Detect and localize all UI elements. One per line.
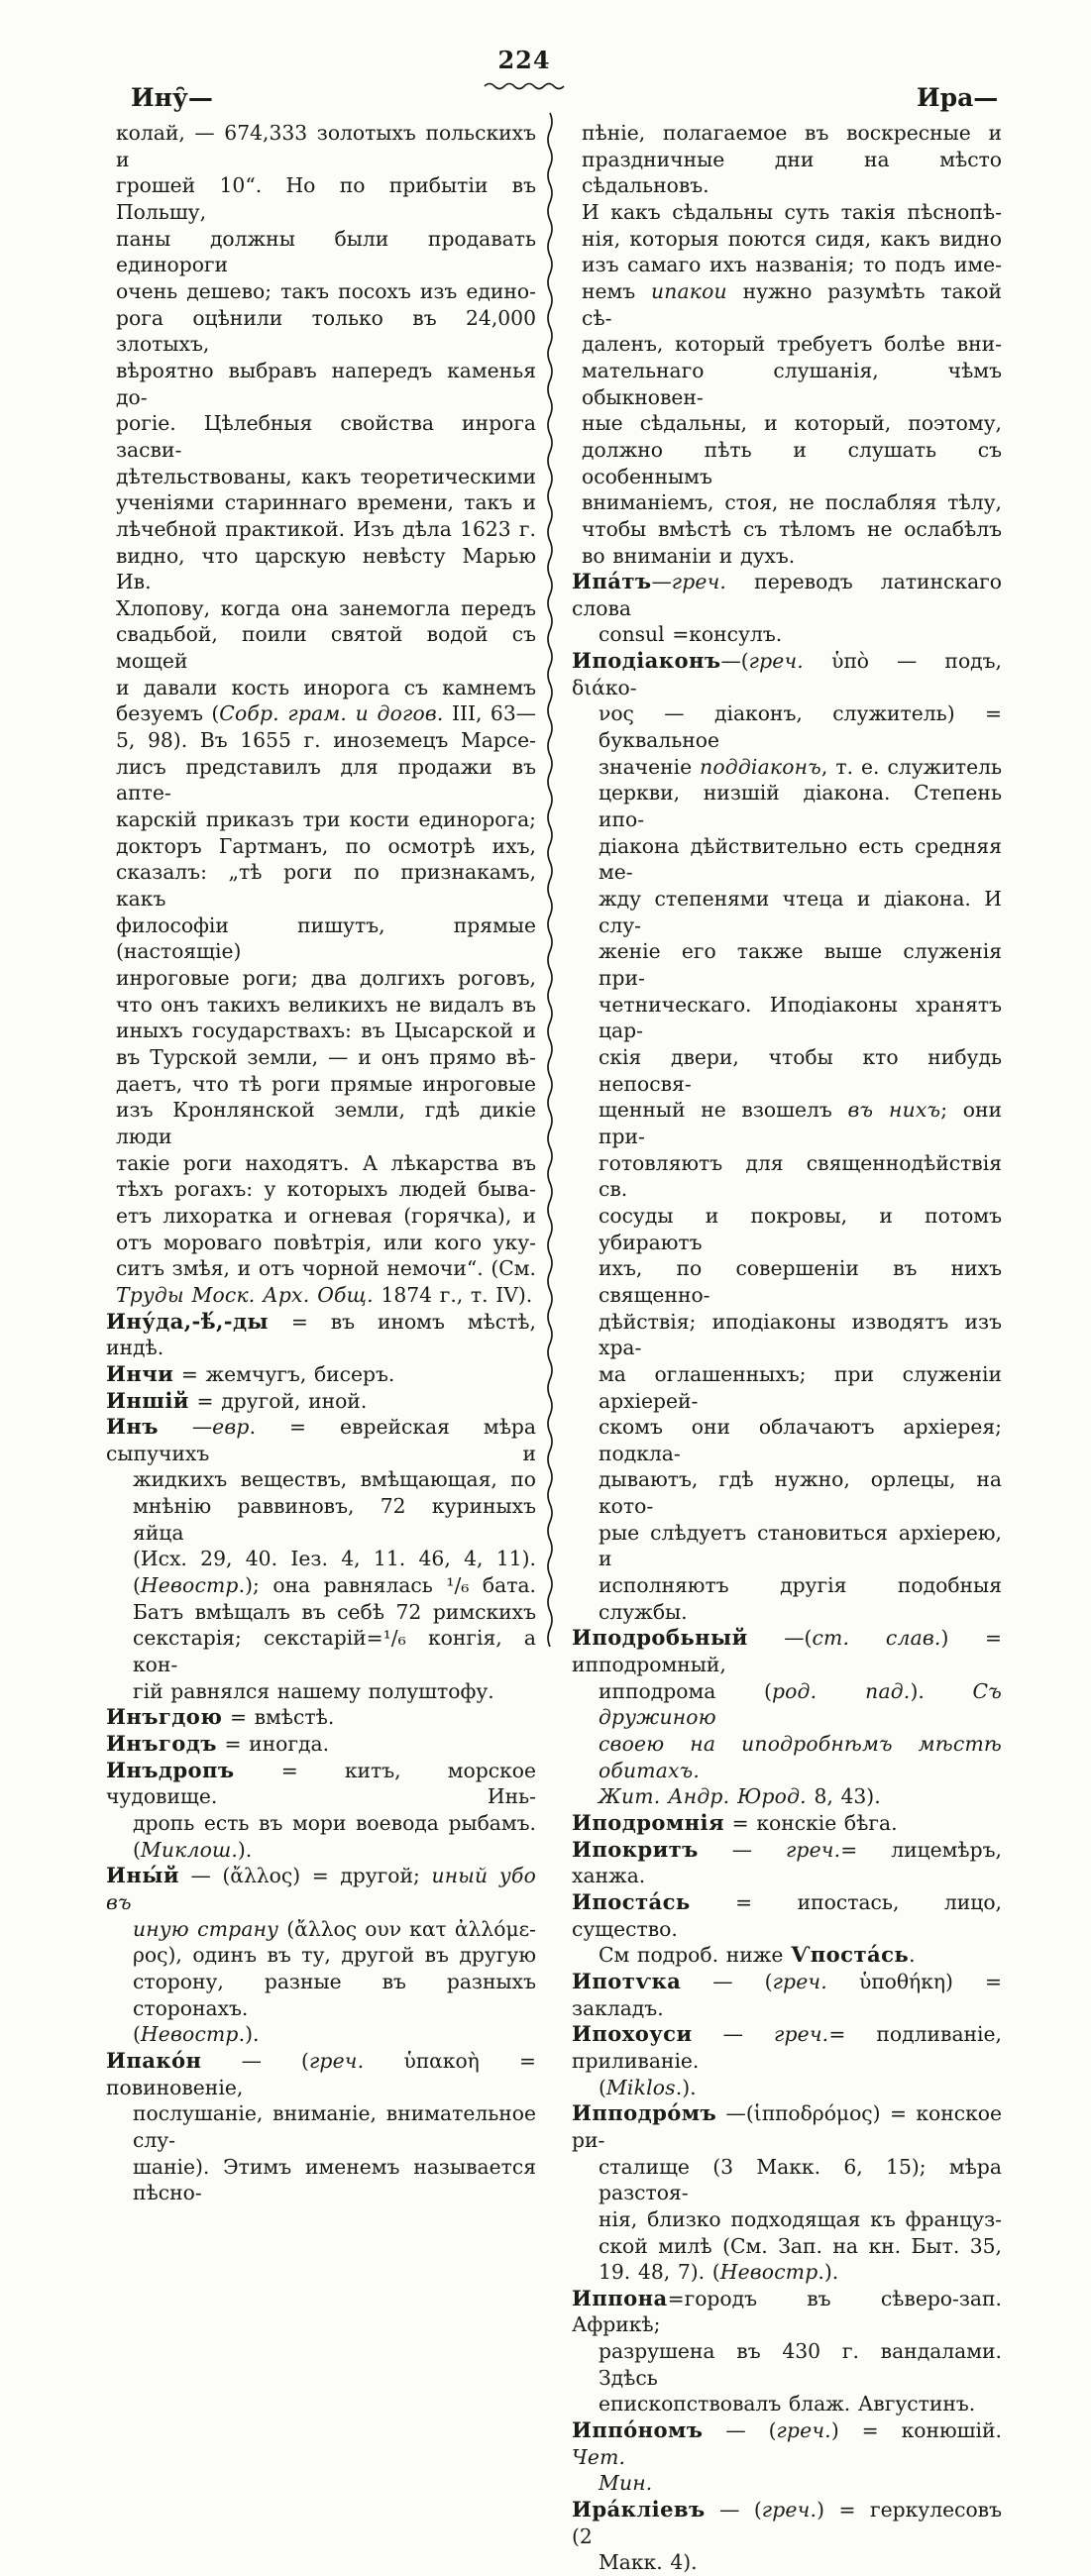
text-line: вниманіемъ, стоя, не послабляя тѣлу, (582, 490, 1002, 515)
text-line: См подроб. ниже Ѵпоста́сь. (599, 1942, 916, 1968)
text-line: ρος), одинъ въ ту, другой въ другую (133, 1943, 536, 1968)
text-line: скомъ они облачаютъ архіерея; подкла- (599, 1415, 1002, 1465)
text-line: изъ самаго ихъ названія; то подъ име- (582, 253, 1002, 277)
entry-headword: Ипотѵка (572, 1968, 682, 1993)
text-line: нія, близко подходящая къ француз- (599, 2206, 1002, 2231)
text-line: ма оглашенныхъ; при служеніи архіерей- (599, 1361, 1002, 1413)
text-line: Ипподро́мъ —(ἱπποδρόμος) = конское ри- (572, 2100, 1002, 2152)
text-line: (Невостр.). (133, 2022, 260, 2047)
continuation-paragraph (572, 120, 1002, 569)
text-line: дропь есть въ мори воевода рыбамъ. (133, 1811, 536, 1835)
text-line: колай, — 674,333 золотыхъ польскихъ и (116, 121, 536, 171)
text-line: во вниманіи и духъ. (582, 543, 796, 568)
running-head-left: Ину̑— (131, 83, 213, 112)
text-line: разрушена въ 430 г. вандалами. Здѣсь (599, 2339, 1002, 2390)
text-line: consul =консулъ. (599, 622, 783, 647)
text-line: иныхъ государствахъ: въ Цысарской и (116, 1019, 536, 1043)
text-line: въ Турской земли, — и онъ прямо вѣ- (116, 1044, 536, 1069)
text-line: Труды Моск. Арх. Общ. 1874 г., т. IV). (116, 1282, 533, 1307)
text-line: ипподрома (род. пад.). Съ дружиною (599, 1678, 1002, 1730)
entry-headword: Ипако́н (106, 2047, 202, 2073)
running-head-right: Ира— (917, 83, 999, 112)
text-line: сторону, разные въ разныхъ сторонахъ. (133, 1969, 536, 2020)
text-line: что онъ такихъ великихъ не видалъ въ (116, 992, 536, 1017)
text-line: чтобы вмѣстѣ съ тѣломъ не ослабѣлъ (582, 516, 1002, 541)
text-line: праздничные дни на мѣсто сѣдальновъ. (582, 147, 1002, 198)
text-line: рога оцѣнили только въ 24,000 злотыхъ, (116, 305, 536, 357)
entry-headword: Иншій (106, 1387, 189, 1413)
text-line: значеніе поддіаконъ, т. е. служитель (599, 754, 1002, 779)
text-line: Иншій = другой, иной. (106, 1387, 368, 1413)
text-line: свадьбой, поили святой водой съ мощей (116, 622, 536, 674)
text-line: Ины́й — (ἄλλος) = другой; иный убо въ (106, 1863, 536, 1914)
page-number: 224 (497, 46, 551, 74)
continuation-paragraph (106, 120, 536, 1309)
text-line: церкви, низшій діакона. Степень ипо- (599, 781, 1002, 832)
text-line: гій равнялся нашему полуштофу. (133, 1678, 494, 1703)
text-line: инроговые роги; два долгихъ роговъ, (116, 966, 536, 990)
text-line: паны должны были продавать единороги (116, 226, 536, 277)
text-line: И какъ сѣдальны суть такія пѣснопѣ- (582, 199, 1002, 224)
dictionary-entry (106, 2048, 536, 2206)
text-line: νος — діаконъ, служитель) = буквальное (599, 701, 1002, 753)
text-line: Инъдропъ = китъ, морское чудовище. Инь- (106, 1757, 536, 1809)
text-line: (Miklos.). (599, 2075, 697, 2099)
text-line: Ипотѵка — (греч. ὑποθήκη) = закладъ. (572, 1968, 1002, 2020)
dictionary-entry (572, 2021, 1002, 2100)
text-line: Инъгдою = вмѣстѣ. (106, 1704, 335, 1730)
dictionary-entry (572, 2497, 1002, 2576)
text-line: Иподіаконъ—(греч. ὑπὸ — подъ, διάκο- (572, 648, 1002, 699)
text-line: дываютъ, гдѣ нужно, орлецы, на кото- (599, 1467, 1002, 1519)
text-line: лѣчебной практикой. Изъ дѣла 1623 г. (116, 516, 536, 541)
text-line: Ипоста́сь = ипостась, лицо, существо. (572, 1888, 1002, 1941)
text-line: ученіями стариннаго времени, такъ и (116, 490, 536, 515)
text-line: дѣйствія; иподіаконы изводятъ изъ хра- (599, 1309, 1002, 1360)
dictionary-entry (572, 1837, 1002, 1889)
text-line: послушаніе, вниманіе, внимательное слу- (133, 2101, 536, 2152)
text-line: ситъ змѣя, и отъ чорной немочи“. (См. (116, 1256, 536, 1281)
entry-headword: Ипподро́мъ (572, 2100, 717, 2126)
dictionary-entry (106, 1309, 536, 1361)
column-divider (543, 111, 557, 1647)
right-column (572, 120, 1002, 2576)
dictionary-entry (106, 1731, 536, 1758)
text-line: ихъ, по совершеніи въ нихъ священно- (599, 1256, 1002, 1307)
text-line: Ину́да,-ѣ́,-ды = въ иномъ мѣстѣ, индѣ. (106, 1308, 536, 1360)
text-line: Иппо́номъ — (греч.) = конюшій. Чет. (572, 2417, 1002, 2469)
dictionary-entry (106, 1704, 536, 1731)
text-line: (Невостр.); она равнялась ¹/₆ бата. (133, 1573, 536, 1598)
text-line: 19. 48, 7). (Невостр.). (599, 2260, 839, 2285)
text-line: такіе роги находятъ. А лѣкарства въ (116, 1150, 536, 1175)
text-line: Батъ вмѣщалъ въ себѣ 72 римскихъ (133, 1599, 536, 1624)
page-number-squiggle-icon (483, 81, 566, 91)
entry-headword: Ипохоуси (572, 2021, 693, 2047)
text-line: Жит. Андр. Юрод. 8, 43). (599, 1784, 881, 1809)
text-line: Хлопову, когда она занемогла передъ (116, 595, 536, 620)
dictionary-entry (572, 569, 1002, 648)
entry-headword: Иподромнія (572, 1810, 725, 1835)
text-line: изъ Кронлянской земли, гдѣ дикіе люди (116, 1098, 536, 1148)
text-line: жидкихъ веществъ, вмѣщающая, по (133, 1467, 536, 1492)
text-line: рые слѣдуетъ становиться архіерею, и (599, 1520, 1002, 1571)
text-line: мательнаго слушанія, чѣмъ обыкновен- (582, 358, 1002, 409)
dictionary-entry (106, 1863, 536, 2048)
entry-headword: Инчи (106, 1360, 174, 1386)
text-line: секстарія; секстарій=¹/₆ конгія, а кон- (133, 1626, 536, 1677)
text-line: очень дешево; такъ посохъ изъ едино- (116, 278, 536, 303)
dictionary-entry (106, 1361, 536, 1388)
text-line: Ира́кліевъ — (греч.) = геркулесовъ (2 (572, 2497, 1002, 2548)
text-line: лисъ представилъ для продажи въ апте- (116, 754, 536, 805)
dictionary-entry (572, 1625, 1002, 1810)
entry-headword: Ины́й (106, 1863, 179, 1888)
entry-headword: Инъдропъ (106, 1757, 235, 1782)
text-line: 5, 98). Въ 1655 г. иноземецъ Марсе- (116, 728, 536, 753)
text-line: скія двери, чтобы кто нибудь непосвя- (599, 1044, 1002, 1096)
text-line: карскій приказъ три кости единорога; (116, 807, 536, 832)
text-line: своею на иподробнѣмъ мѣстѣ обитахъ. (599, 1732, 1002, 1782)
dictionary-entry (572, 2417, 1002, 2497)
text-line: видно, что царскую невѣсту Марью Ив. (116, 543, 536, 594)
text-line: епископствовалъ блаж. Августинъ. (599, 2392, 976, 2416)
text-line: даленъ, который требуетъ болѣе вни- (582, 332, 1002, 357)
dictionary-entry (572, 2286, 1002, 2417)
entry-headword: Ипокритъ (572, 1836, 699, 1862)
text-line: Ипохоуси — греч.= подливаніе, приливаніе. (572, 2021, 1002, 2073)
text-line: сказалъ: „тѣ роги по признакамъ, какъ (116, 860, 536, 912)
dictionary-entry (572, 1810, 1002, 1837)
text-line: исполняютъ другія подобныя службы. (599, 1573, 1002, 1624)
text-line: даетъ, что тѣ роги прямые инроговые (116, 1071, 536, 1096)
left-column (106, 120, 536, 2206)
text-line: сталище (3 Макк. 6, 15); мѣра разстоя- (599, 2154, 1002, 2205)
text-line: жду степенями чтеца и діакона. И слу- (599, 887, 1002, 937)
entry-headword: Инъ (106, 1414, 159, 1440)
dictionary-entry (572, 648, 1002, 1625)
text-line: (Исх. 29, 40. Іез. 4, 11. 46, 4, 11). (133, 1547, 536, 1571)
entry-headword: Ипоста́сь (572, 1888, 691, 1914)
entry-headword: Инъгодъ (106, 1731, 217, 1757)
text-line: щенный не взошелъ въ нихъ; они при- (599, 1098, 1002, 1148)
text-line: грошей 10“. Но по прибытіи въ Польшу, (116, 173, 536, 224)
text-line: философіи пишутъ, прямые (настоящіе) (116, 912, 536, 964)
text-line: Мин. (599, 2471, 653, 2496)
text-line: Ипако́н — (греч. ὑπακοὴ = повиновеніе, (106, 2047, 536, 2099)
text-line: діакона дѣйствительно есть средняя ме- (599, 833, 1002, 885)
text-line: безуемъ (Собр. грам. и догов. III, 63— (116, 701, 536, 726)
text-line: отъ мороваго повѣтрія, или кого уку- (116, 1230, 536, 1254)
entry-headword: Иподіаконъ (572, 648, 721, 674)
text-line: немъ ипакои нужно разумѣть такой сѣ- (582, 278, 1002, 330)
text-line: Макк. 4). (599, 2550, 698, 2575)
text-line: вѣроятно выбравъ напередъ каменья до- (116, 358, 536, 409)
text-line: Иппона=городъ въ сѣверо-зап. Африкѣ; (572, 2285, 1002, 2337)
text-line: докторъ Гартманъ, по осмотрѣ ихъ, (116, 833, 536, 858)
text-line: ные сѣдальны, и который, поэтому, (582, 411, 1002, 436)
dictionary-entry (572, 1889, 1002, 1969)
dictionary-entry (106, 1388, 536, 1415)
dictionary-entry (572, 1969, 1002, 2021)
text-line: Иподробьный —(ст. слав.) = ипподромный, (572, 1625, 1002, 1677)
text-line: дѣтельствованы, какъ теоретическими (116, 464, 536, 488)
text-line: пѣніе, полагаемое въ воскресные и (582, 121, 1002, 145)
text-line: нія, которыя поются сидя, какъ видно (582, 226, 1002, 251)
text-line: мнѣнію раввиновъ, 72 куриныхъ яйца (133, 1494, 536, 1545)
text-line: Инъгодъ = иногда. (106, 1731, 330, 1757)
text-line: готовляютъ для священнодѣйствія св. (599, 1150, 1002, 1202)
text-line: должно пѣть и слушать съ особеннымъ (582, 437, 1002, 488)
text-line: шаніе). Этимъ именемъ называется пѣсно- (133, 2154, 536, 2205)
entry-headword: Ира́кліевъ (572, 2497, 706, 2522)
dictionary-entry (106, 1758, 536, 1864)
text-line: четническаго. Иподіаконы хранятъ цар- (599, 992, 1002, 1043)
text-line: Инъ —евр. = еврейская мѣра сыпучихъ и (106, 1414, 537, 1465)
entry-headword: Иппона (572, 2285, 668, 2310)
text-line: иную страну (ἄλλος ουν κατ ἀλλόμε- (133, 1916, 536, 1941)
text-line: Ипокритъ — греч.= лицемѣръ, ханжа. (572, 1836, 1002, 1888)
text-line: Инчи = жемчугъ, бисеръ. (106, 1360, 395, 1386)
dictionary-entry (572, 2100, 1002, 2286)
entry-headword: Иподробьный (572, 1625, 748, 1651)
entry-headword: Инъгдою (106, 1704, 223, 1730)
text-line: сосуды и покровы, и потомъ убираютъ (599, 1203, 1002, 1254)
entry-headword: Ину́да,-ѣ́,-ды (106, 1308, 270, 1334)
text-line: и давали кость инорога съ камнемъ (116, 675, 536, 699)
text-line: (Миклош.). (133, 1837, 253, 1862)
text-line: рогіе. Цѣлебныя свойства инрога засви- (116, 411, 536, 462)
entry-headword: Ипа́тъ (572, 569, 652, 594)
text-line: Ипа́тъ—греч. переводъ латинскаго слова (572, 569, 1002, 620)
text-line: ской милѣ (См. Зап. на кн. Быт. 35, (599, 2233, 1002, 2258)
text-line: етъ лихоратка и огневая (горячка), и (116, 1203, 536, 1228)
text-line: Иподромнія = конскіе бѣга. (572, 1810, 898, 1835)
dictionary-entry (106, 1414, 536, 1704)
entry-headword: Иппо́номъ (572, 2417, 704, 2443)
text-line: тѣхъ рогахъ: у которыхъ людей быва- (116, 1177, 536, 1202)
text-line: женіе его также выше служенія при- (599, 939, 1002, 990)
